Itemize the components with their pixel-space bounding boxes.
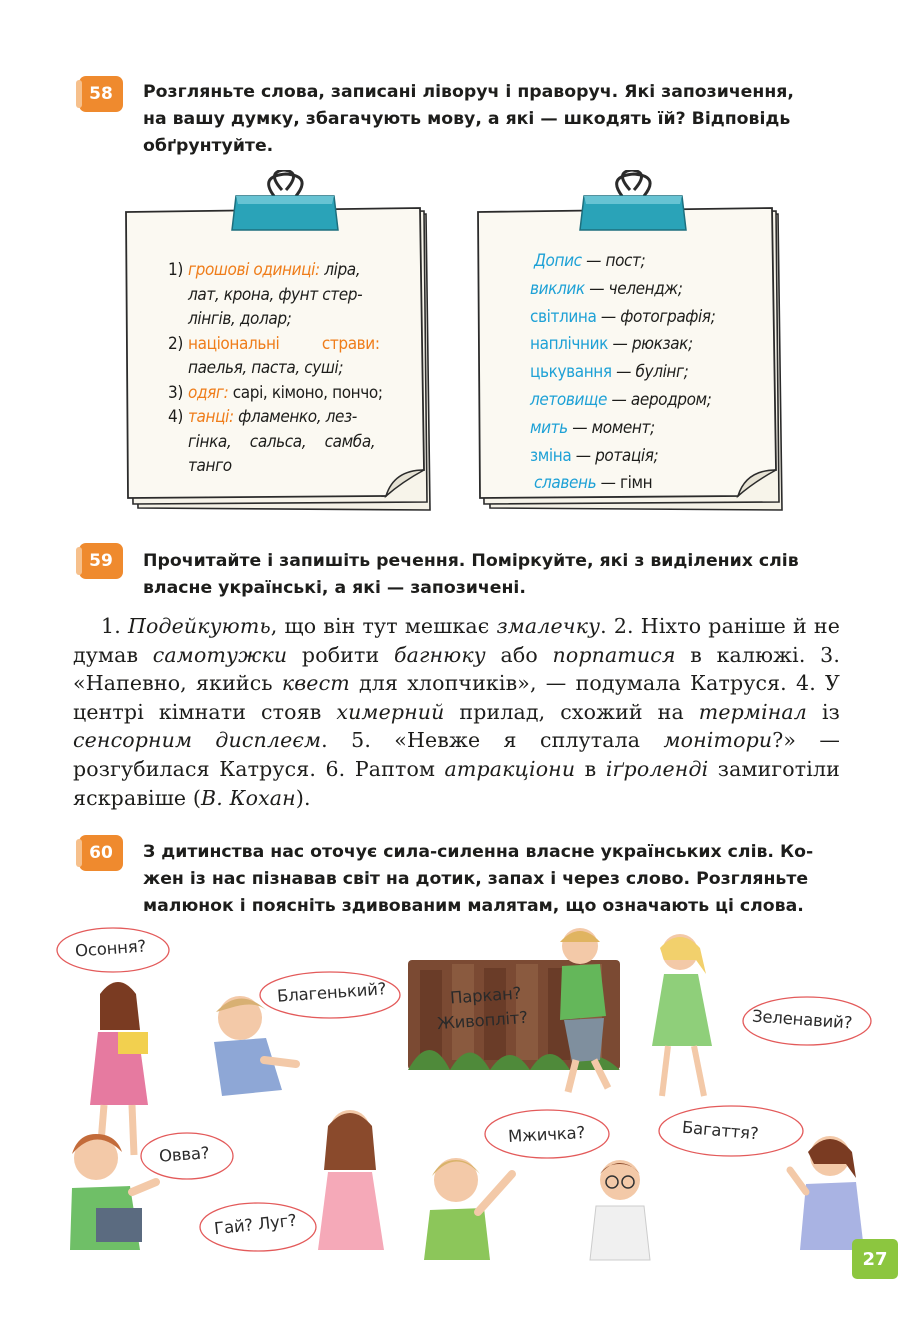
author-name: В. Кохан: [201, 785, 296, 810]
word-pair: [534, 248, 789, 276]
item-text: [188, 332, 420, 381]
native-word: славень: [534, 473, 597, 494]
task-number-badge: [79, 76, 123, 112]
item-line: сарі, кімоно, пончо;: [228, 382, 383, 403]
list-item: [168, 381, 420, 406]
list-item: [168, 405, 420, 479]
word-pair: [530, 304, 789, 332]
bubble-text: Гай? Луг?: [213, 1210, 298, 1239]
highlighted-word: сенсорним дисплеєм: [73, 728, 322, 753]
bubble-text: Багаття?: [681, 1117, 760, 1144]
loan-word: — пост;: [581, 251, 646, 271]
word-pair: [530, 359, 789, 387]
item-number: 1): [168, 260, 183, 280]
highlighted-word: змалечку: [496, 614, 601, 638]
instruction-line: малюнок і поясніть здивованим малятам, що означають ці слова.: [143, 896, 804, 916]
instruction-line: власне українські, а які — запозичені.: [143, 578, 526, 598]
bubble-text: Зеленавий?: [751, 1006, 853, 1033]
children-illustration: [0, 920, 924, 1280]
item-number: 2): [168, 333, 183, 354]
item-text: [188, 258, 420, 332]
girl-pink-dress: [318, 1110, 384, 1250]
text: 1.: [101, 614, 128, 638]
instruction-line: на вашу думку, збагачують мову, а які — шкодять їй? Відповідь: [143, 109, 791, 129]
text: в: [575, 756, 606, 781]
highlighted-word: квест: [281, 671, 350, 696]
item-number: 4): [168, 407, 183, 427]
text: або: [485, 642, 553, 667]
text: прилад, схожий на: [444, 699, 699, 724]
highlighted-word: іґроленді: [605, 756, 709, 781]
item-line: лат, крона, фунт стер-: [188, 284, 363, 305]
native-word: наплічник: [530, 334, 609, 355]
instruction-line: З дитинства нас оточує сила-силенна власне українських слів. Ко-: [143, 842, 814, 862]
bubble-text: Благенький?: [276, 979, 387, 1006]
native-word: летовище: [530, 389, 608, 410]
girl-green-dress: [652, 934, 712, 1096]
item-text: [188, 381, 420, 406]
native-word: цькування: [530, 362, 612, 383]
task-number-badge: [79, 543, 123, 579]
task-58-instruction: [143, 79, 843, 160]
word-pair: [534, 470, 789, 498]
item-line: гінка, сальса, самба,: [188, 431, 376, 452]
task-59-instruction: [143, 548, 843, 602]
item-line: фламенко, лез-: [233, 407, 357, 427]
instruction-line: жен із нас пізнавав світ на дотик, запах і через слово. Розгляньте: [143, 869, 809, 889]
text: . 2. Ніхто раніше й не думав: [73, 614, 840, 667]
page-number: [852, 1239, 898, 1279]
note-left: [124, 170, 449, 518]
task-number: 58: [89, 84, 113, 104]
text: для хлопчиків», — подумала Катруся. 4. У центрі кімнати стояв: [73, 671, 841, 724]
highlighted-word: монітори: [663, 728, 773, 753]
exercise-paragraph: [73, 612, 840, 812]
item-line: лінгів, долар;: [188, 309, 292, 329]
text: замиготіли яскравіше (: [73, 756, 840, 810]
bubble-text: Овва?: [158, 1143, 210, 1166]
native-word: світлина: [530, 306, 597, 327]
loan-word: — булінг;: [611, 362, 689, 383]
bubble-text: Живопліт?: [436, 1007, 529, 1034]
loan-word: — рюкзак;: [608, 334, 693, 355]
word-pair: [530, 415, 789, 443]
text: із: [807, 699, 840, 724]
item-line: ліра,: [319, 260, 361, 280]
category-label: одяг:: [188, 382, 229, 403]
loan-word: — гімн: [596, 473, 653, 494]
native-word: зміна: [530, 445, 572, 466]
text: в калюжі. 3. «Напевно, якийсь: [73, 642, 840, 696]
bubble-text: Паркан?: [449, 983, 522, 1008]
highlighted-word: термінал: [698, 699, 808, 724]
task-number-badge: [79, 835, 123, 871]
girl-with-book: [90, 982, 148, 1155]
bubble-text: Мжичка?: [507, 1122, 586, 1147]
task-number: 59: [89, 551, 113, 571]
list-item: [168, 332, 420, 381]
text: , що він тут мешкає: [270, 614, 497, 638]
loan-word: — фотографія;: [596, 306, 716, 327]
text: . 5. «Невже я сплутала: [321, 728, 664, 753]
word-pair: [530, 331, 789, 359]
word-pairs-list: [530, 248, 789, 498]
instruction-line: обґрунтуйте.: [143, 136, 274, 156]
word-pair: [530, 387, 789, 415]
word-pair: [530, 276, 789, 304]
instruction-line: Розгляньте слова, записані ліворуч і праворуч. Які запозичення,: [143, 82, 794, 102]
text: робити: [287, 642, 394, 667]
category-label: грошові одиниці:: [188, 260, 320, 280]
item-line: танго: [188, 456, 232, 476]
item-line: паелья, паста, суші;: [188, 358, 344, 378]
list-item: [168, 258, 420, 332]
boy-with-glasses: [590, 1160, 650, 1260]
loan-word: — аеродром;: [607, 389, 712, 410]
highlighted-word: багнюку: [393, 642, 486, 667]
item-text: [188, 405, 420, 479]
loan-word: — ротація;: [571, 445, 659, 466]
bubble-text: Осоння?: [74, 936, 147, 961]
categories-list: [168, 258, 420, 479]
native-word: Допис: [534, 251, 582, 271]
item-number: 3): [168, 382, 183, 403]
highlighted-word: самотужки: [152, 642, 288, 667]
instruction-line: Прочитайте і запишіть речення. Поміркуйте, які з виділених слів: [143, 551, 799, 571]
category-label: національні страви:: [188, 333, 380, 354]
loan-word: — момент;: [567, 417, 655, 438]
native-word: мить: [530, 417, 568, 438]
loan-word: — челендж;: [584, 278, 683, 299]
highlighted-word: Подейкують: [127, 614, 271, 638]
highlighted-word: порпатися: [552, 642, 676, 667]
highlighted-word: атракціони: [444, 756, 576, 781]
category-label: танці:: [188, 407, 234, 427]
native-word: виклик: [530, 278, 585, 299]
text: ?» — розгубилася Катруся. 6. Раптом: [73, 728, 840, 781]
word-pair: [530, 443, 789, 471]
girl-lilac-shirt: [790, 1136, 864, 1250]
note-right: [472, 170, 792, 518]
boy-pointing: [424, 1158, 512, 1260]
text: ).: [295, 785, 311, 810]
highlighted-word: химерний: [336, 699, 445, 724]
task-60-instruction: [143, 839, 853, 920]
task-number: 60: [89, 843, 113, 863]
page-number-text: 27: [862, 1248, 888, 1270]
